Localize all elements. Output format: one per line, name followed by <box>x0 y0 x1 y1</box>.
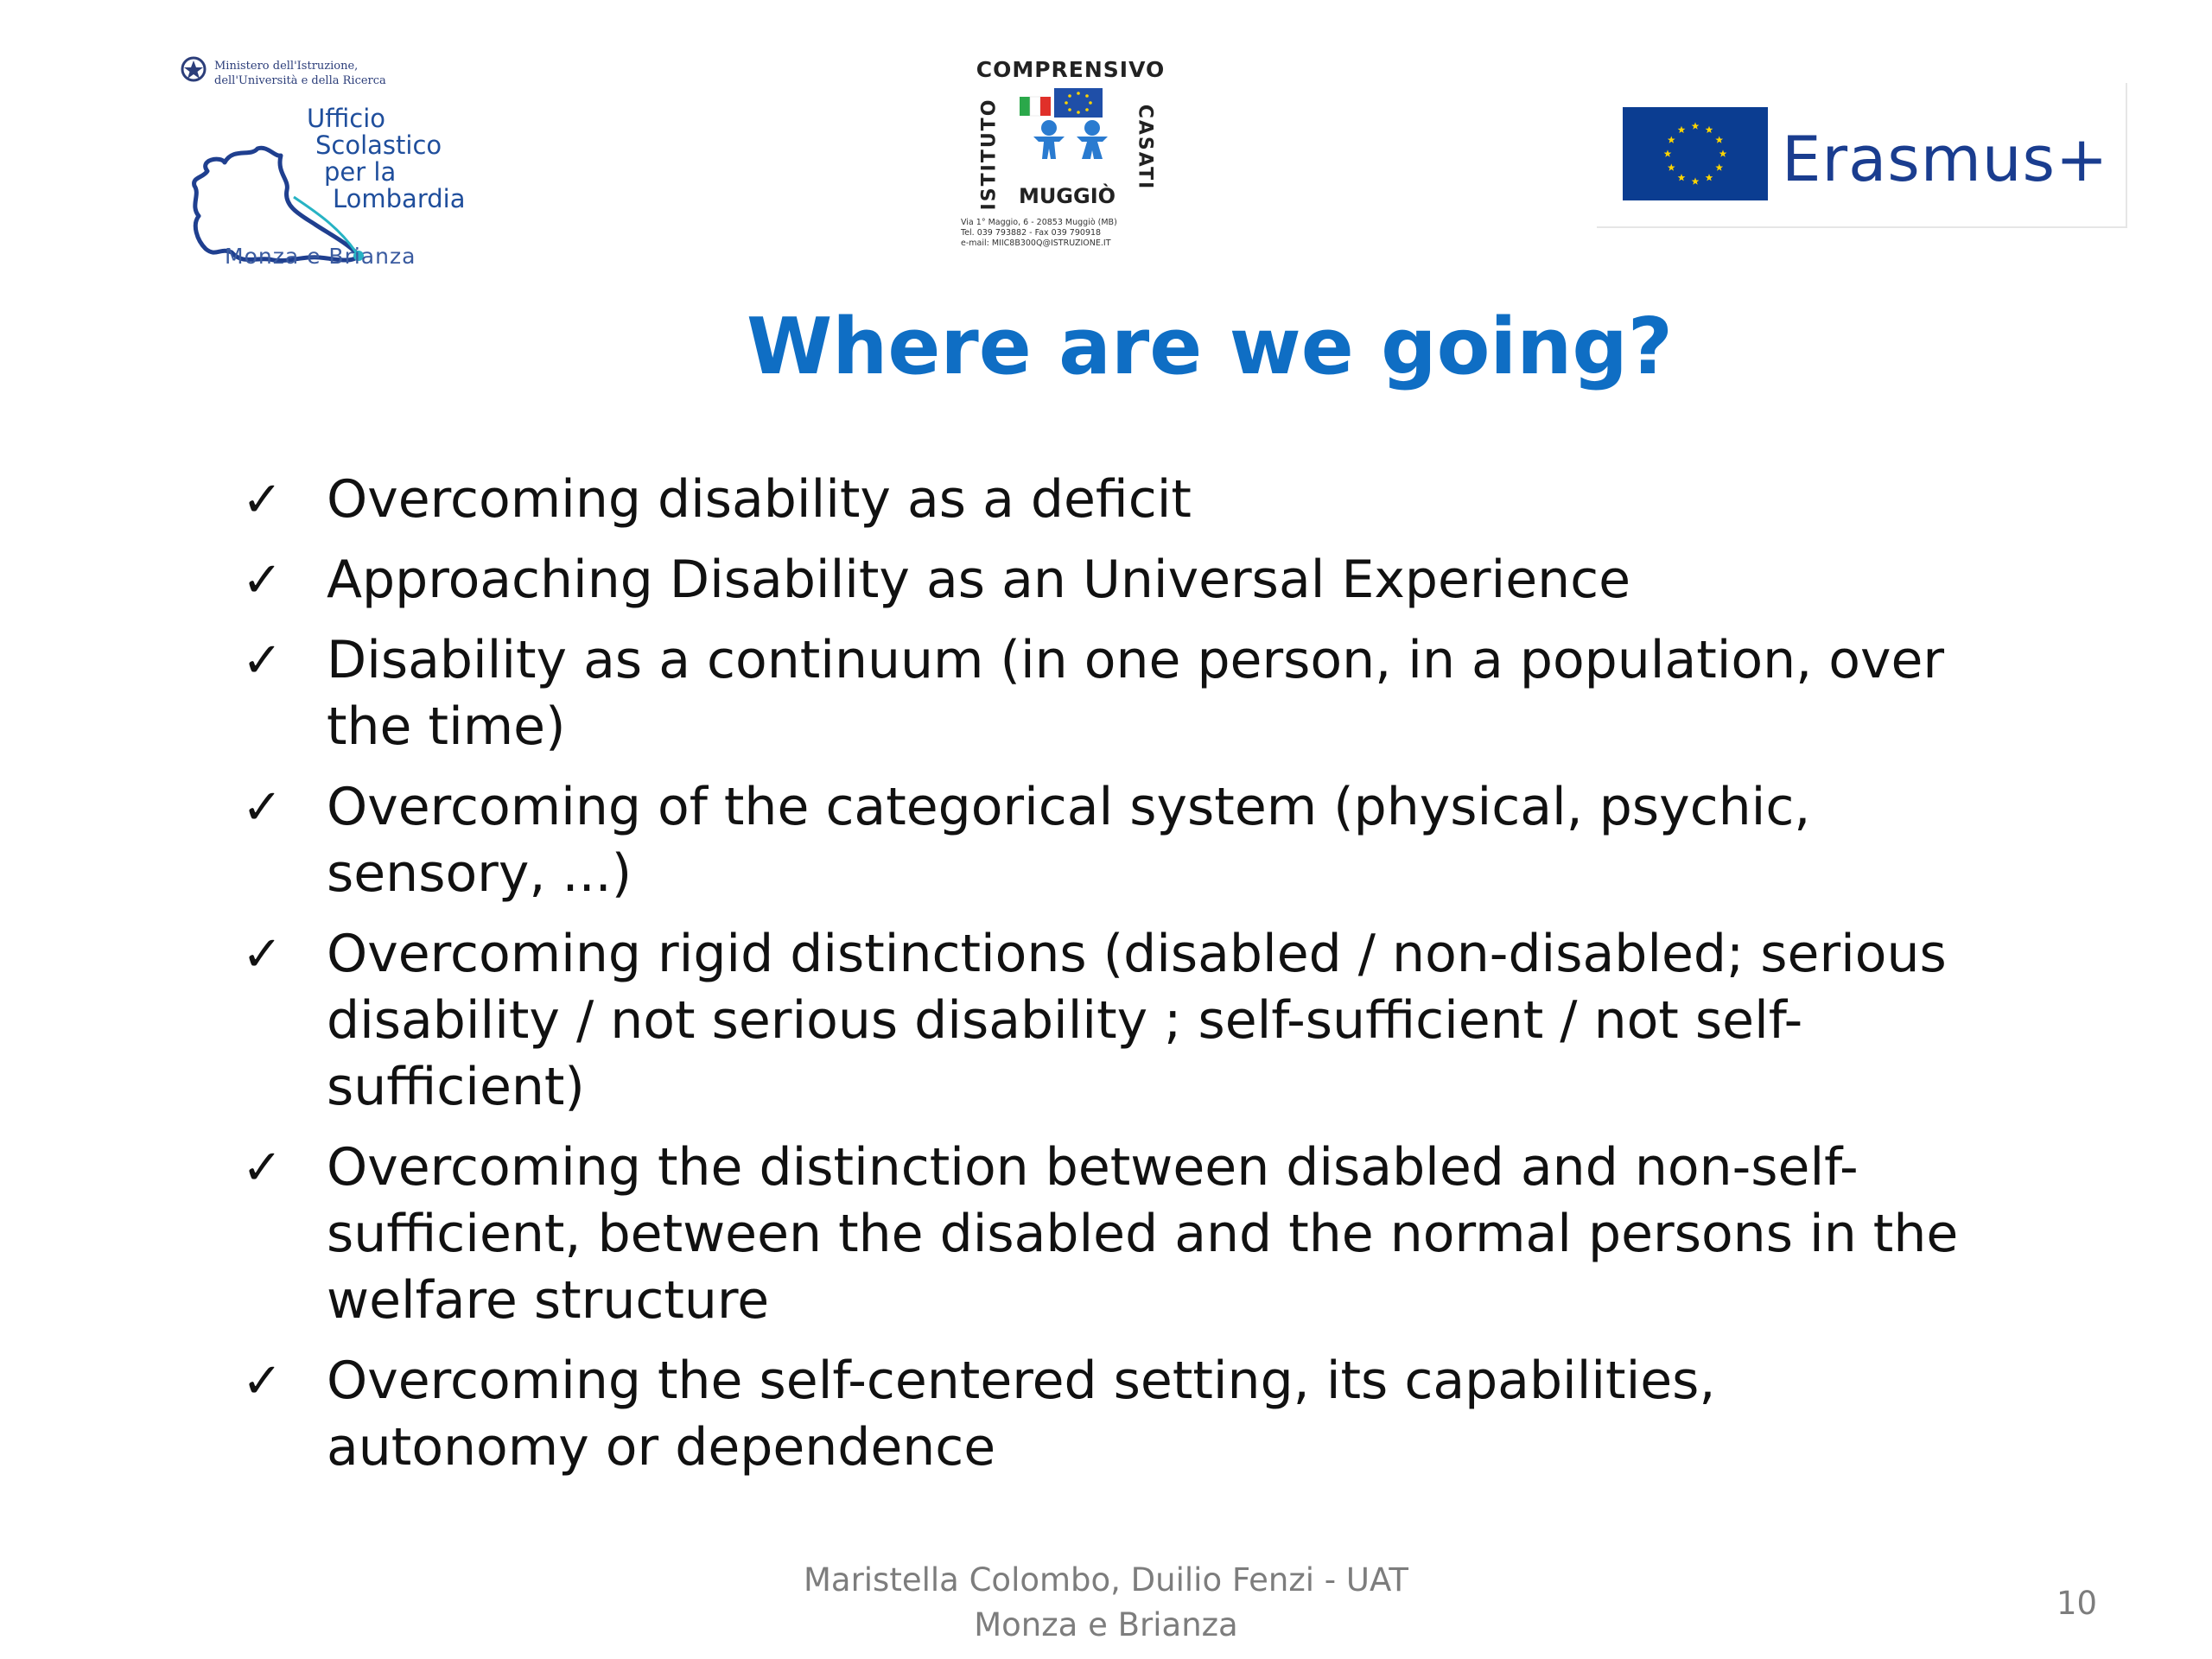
usr-title-line: Scolastico <box>315 130 442 160</box>
bullet-item <box>242 921 1987 1121</box>
bullet-item <box>242 774 1987 907</box>
footer-authors: Maristella Colombo, Duilio Fenzi - UAT <box>803 1561 1409 1599</box>
eu-flag-icon <box>1623 107 1768 200</box>
ministry-text <box>214 59 413 88</box>
school-address <box>961 218 1177 249</box>
ministry-line: Ministero dell'Istruzione, <box>214 60 359 73</box>
school-name-right: CASATI <box>1134 104 1156 191</box>
ministry-line: dell'Università e della Ricerca <box>214 74 386 87</box>
usr-lombardia-logo <box>173 52 484 276</box>
school-name-bottom: MUGGIÒ <box>1018 184 1116 208</box>
school-address-line: Tel. 039 793882 - Fax 039 790918 <box>961 228 1102 238</box>
bullet-item <box>242 627 1987 760</box>
checkmark-icon: ✓ <box>242 632 283 689</box>
bullet-list <box>242 467 1987 1495</box>
school-name-left: ISTITUTO <box>978 98 1001 211</box>
school-address-line: Via 1° Maggio, 6 - 20853 Muggiò (MB) <box>961 218 1117 227</box>
school-address-line: e-mail: MIIC8B300Q@ISTRUZIONE.IT <box>961 238 1111 248</box>
bullet-item <box>242 467 1987 533</box>
page-number: 10 <box>2056 1585 2098 1622</box>
usr-title-line: Ufficio <box>307 104 386 133</box>
slide-title: Where are we going? <box>747 302 1673 392</box>
school-logo <box>959 57 1175 264</box>
erasmus-plus-logo <box>1597 83 2127 228</box>
usr-title-line: per la <box>324 157 397 187</box>
bullet-text: Overcoming rigid distinctions (disabled / non-disabled; serious disability / not serious disability ; self-sufficient / not self-sufficient) <box>327 924 1947 1117</box>
bullet-text: Overcoming the distinction between disabled and non-self-sufficient, between the disabled and the normal persons in the welfare structure <box>327 1137 1959 1331</box>
checkmark-icon: ✓ <box>242 472 283 528</box>
checkmark-icon: ✓ <box>242 926 283 982</box>
bullet-text: Approaching Disability as an Universal Experience <box>327 550 1631 610</box>
bullet-item <box>242 1135 1987 1334</box>
usr-title-line: Lombardia <box>333 184 466 213</box>
checkmark-icon: ✓ <box>242 779 283 836</box>
slide-footer <box>657 1558 1555 1648</box>
children-flags-icon <box>1007 86 1137 181</box>
checkmark-icon: ✓ <box>242 1353 283 1409</box>
usr-subtitle: Monza e Brianza <box>225 244 416 269</box>
bullet-text: Disability as a continuum (in one person, in a population, over the time) <box>327 630 1945 757</box>
school-name-top: COMPRENSIVO <box>976 57 1166 82</box>
bullet-item <box>242 1348 1987 1481</box>
checkmark-icon: ✓ <box>242 552 283 608</box>
bullet-text: Overcoming of the categorical system (physical, psychic, sensory, ...) <box>327 777 1811 904</box>
footer-location: Monza e Brianza <box>974 1606 1238 1643</box>
bullet-text: Overcoming disability as a deficit <box>327 469 1192 530</box>
republic-emblem-icon <box>180 55 207 83</box>
erasmus-wordmark: Erasmus+ <box>1782 123 2109 195</box>
bullet-text: Overcoming the self-centered setting, its capabilities, autonomy or dependence <box>327 1351 1716 1478</box>
bullet-item <box>242 547 1987 613</box>
usr-title <box>307 105 465 213</box>
checkmark-icon: ✓ <box>242 1140 283 1196</box>
